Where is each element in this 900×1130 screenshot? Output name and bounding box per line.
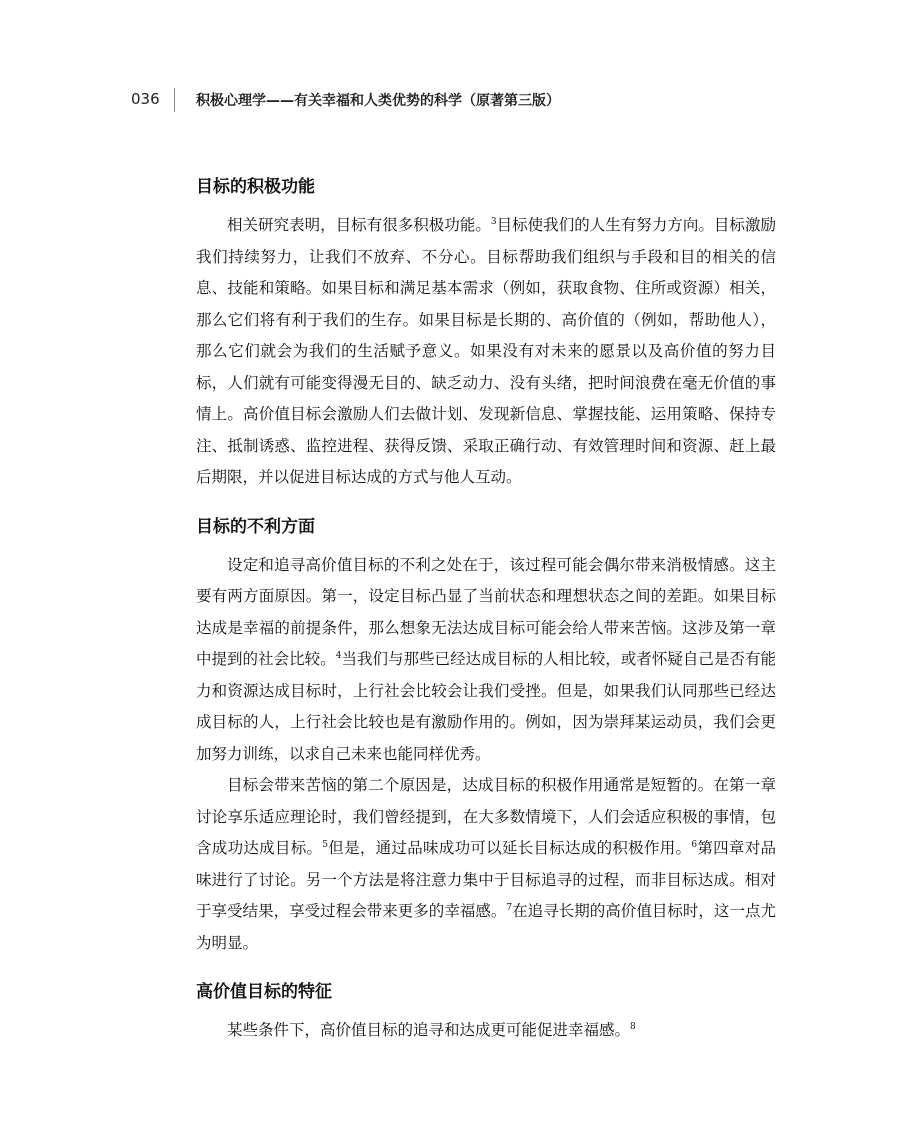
section-heading: 高价值目标的特征: [196, 982, 332, 1002]
paragraph-text: 目标会带来苦恼的第二个原因是，达成目标的积极作用通常是短暂的。在第一章讨论享乐适应理论时，我们曾经提到，在大多数情境下，人们会适应积极的事情，包含成功达成目标。: [196, 776, 776, 857]
header-divider: [174, 88, 175, 112]
paragraph-text: 但是，通过品味成功可以延长目标达成的积极作用。: [328, 839, 692, 857]
body-paragraph: [196, 550, 776, 771]
paragraph-text: 某些条件下，高价值目标的追寻和达成更可能促进幸福感。: [227, 1021, 631, 1039]
paragraph-text: 设定和追寻高价值目标的不利之处在于，该过程可能会偶尔带来消极情感。这主要有两方面原因。第一，设定目标凸显了当前状态和理想状态之间的差距。如果目标达成是幸福的前提条件，那么想象无法达成目标可能会给人带来苦恼。这涉及第一章中提到的社会比较。: [196, 555, 776, 668]
citation-superscript: 8: [630, 1022, 636, 1032]
page-body: [196, 172, 776, 1065]
citation-superscript: 6: [691, 840, 698, 850]
page-number: 036: [131, 90, 160, 108]
citation-superscript: 3: [490, 217, 497, 227]
section: [196, 512, 776, 960]
citation-superscript: 7: [506, 903, 513, 913]
citation-superscript: 5: [322, 840, 329, 850]
paragraph-text: 目标使我们的人生有努力方向。目标激励我们持续努力，让我们不放弃、不分心。目标帮助我们组织与手段和目的相关的信息、技能和策略。如果目标和满足基本需求（例如，获取食物、住所或资源）相关，那么它们将有利于我们的生存。如果目标是长期的、高价值的（例如，帮助他人），那么它们就会为我们的生活赋予意义。如果没有对未来的愿景以及高价值的努力目标，人们就有可能变得漫无目的、缺乏动力、没有头绪，把时间浪费在毫无价值的事情上。高价值目标会激励人们去做计划、发现新信息、掌握技能、运用策略、保持专注、抵制诱惑、监控进程、获得反馈、采取正确行动、有效管理时间和资源、赶上最后期限，并以促进目标达成的方式与他人互动。: [196, 216, 776, 486]
paragraph-text: 第四章对品味进行了讨论。另一个方法是将注意力集中于目标追寻的过程，而非目标达成。相对于享受结果，享受过程会带来更多的幸福感。: [196, 839, 776, 920]
section-heading: 目标的不利方面: [196, 516, 315, 537]
body-paragraph: [196, 210, 776, 494]
section: [196, 977, 776, 1047]
body-paragraph: [196, 770, 776, 959]
citation-superscript: 4: [335, 651, 342, 661]
paragraph-text: 当我们与那些已经达成目标的人相比较，或者怀疑自己是否有能力和资源达成目标时，上行社会比较会让我们受挫。但是，如果我们认同那些已经达成目标的人，上行社会比较也是有激励作用的。例如，因为崇拜某运动员，我们会更加努力训练，以求自己未来也能同样优秀。: [196, 650, 776, 763]
section: [196, 172, 776, 494]
book-title: 积极心理学——有关幸福和人类优势的科学（原著第三版）: [196, 93, 560, 109]
paragraph-text: 在追寻长期的高价值目标时，这一点尤为明显。: [196, 902, 776, 952]
running-header: [0, 88, 900, 114]
body-paragraph: [196, 1015, 776, 1047]
paragraph-text: 相关研究表明，目标有很多积极功能。: [227, 216, 491, 234]
section-heading: 目标的积极功能: [196, 177, 315, 197]
